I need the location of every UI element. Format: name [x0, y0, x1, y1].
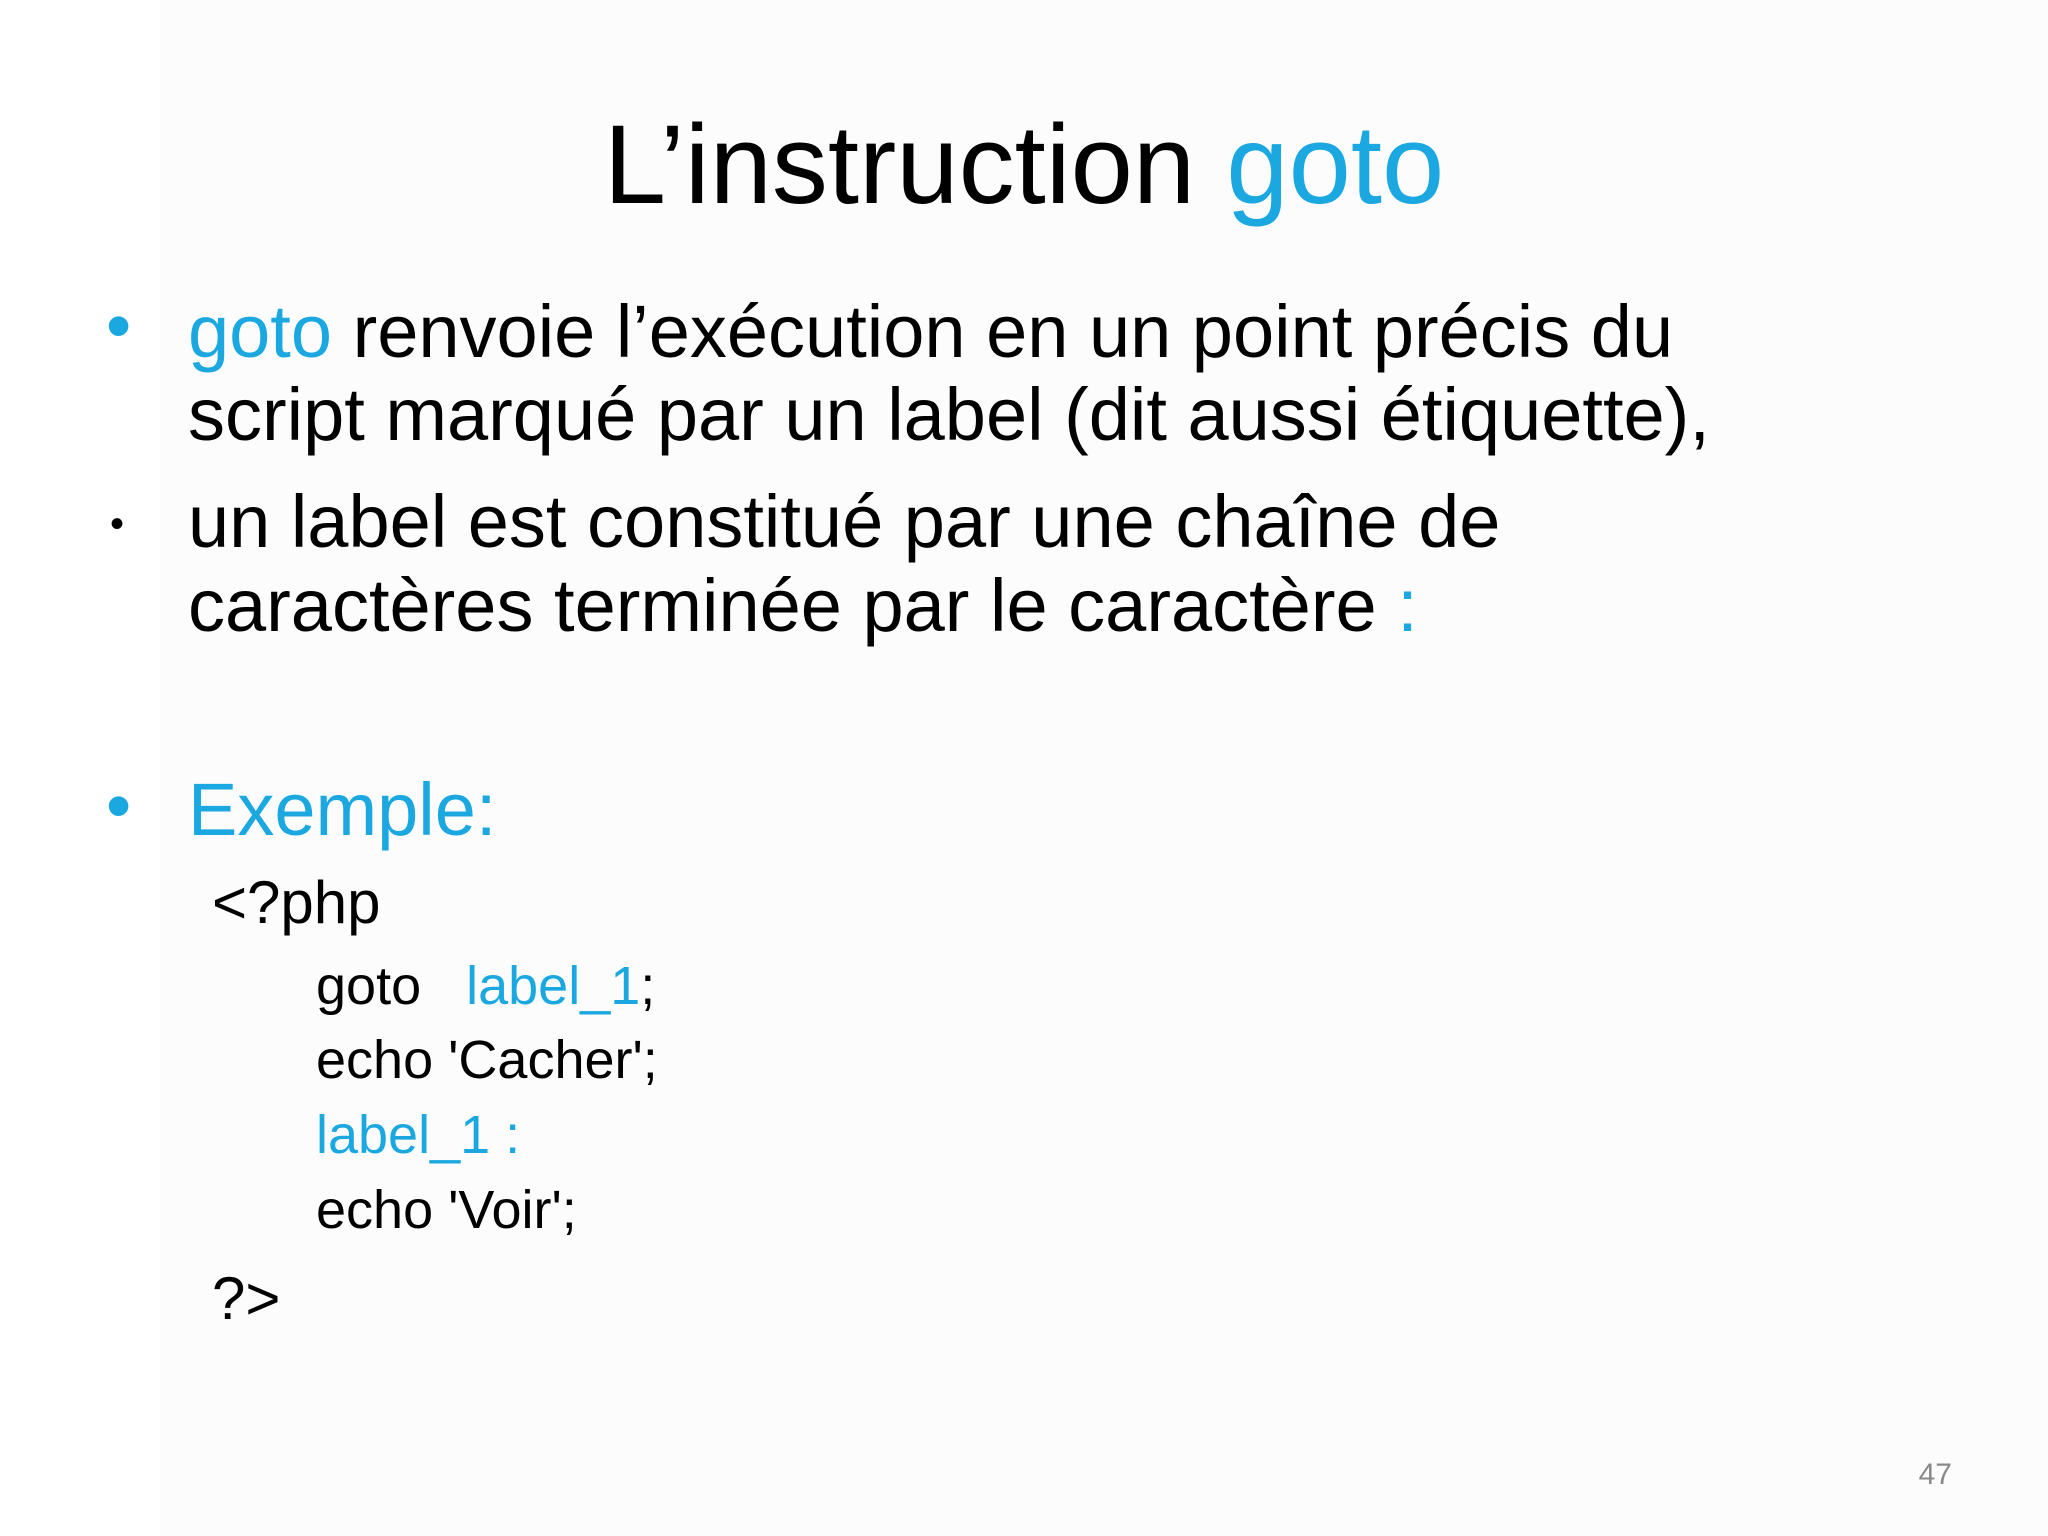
- slide-title: [0, 100, 2048, 230]
- page-number: 47: [1918, 1458, 1952, 1491]
- title-keyword: goto: [1226, 102, 1445, 227]
- code-line-echo-cacher: echo 'Cacher';: [316, 1030, 658, 1090]
- code-goto-end: ;: [640, 956, 656, 1016]
- code-line-echo-voir: echo 'Voir';: [316, 1180, 577, 1240]
- bullet-1-line-1: [188, 290, 1673, 374]
- code-line-label: label_1 :: [316, 1105, 521, 1165]
- title-prefix: L’instruction: [603, 102, 1227, 227]
- example-heading: Exemple:: [188, 768, 497, 851]
- bullet-dot-1: •: [106, 286, 132, 366]
- code-close-tag: ?>: [212, 1265, 281, 1332]
- code-open-tag: <?php: [212, 869, 381, 936]
- code-line-goto: [316, 954, 655, 1018]
- colon-symbol: :: [1397, 564, 1418, 647]
- bullet-1-line-2: script marqué par un label (dit aussi étiquette),: [188, 373, 1710, 456]
- bullet-2-line-1: un label est constitué par une chaîne de: [188, 480, 1501, 563]
- bullet-2-line-2: [188, 564, 1418, 648]
- code-goto-keyword: goto: [316, 956, 467, 1016]
- bullet-dot-2: •: [110, 502, 125, 546]
- code-goto-label: label_1: [466, 956, 641, 1016]
- bullet-dot-3: •: [106, 766, 132, 846]
- bullet-1-text: renvoie l’exécution en un point précis du: [332, 290, 1674, 373]
- bullet-2-text: caractères terminée par le caractère: [188, 564, 1398, 647]
- bullet-1-keyword: goto: [188, 290, 333, 373]
